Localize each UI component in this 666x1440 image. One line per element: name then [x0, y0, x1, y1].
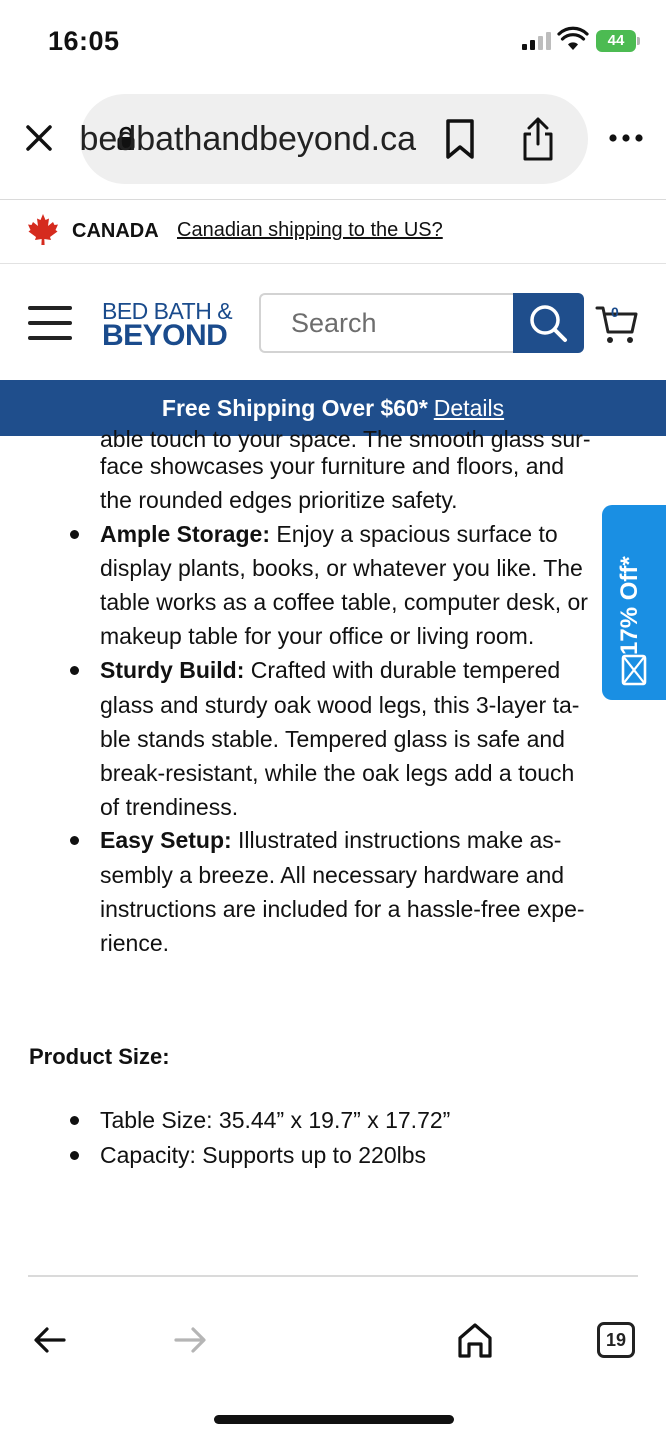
status-bar: [0, 0, 666, 84]
product-description: [0, 426, 666, 1276]
tabs-button[interactable]: 19: [597, 1322, 635, 1358]
url-text[interactable]: bedbathandbeyond.ca: [79, 120, 416, 158]
home-indicator[interactable]: [214, 1415, 454, 1424]
text-line: able touch to your space. The smooth glass sur-: [100, 426, 591, 452]
bullet-dot: [70, 836, 79, 845]
bullet-dot: [70, 1151, 79, 1160]
bullet-text: Crafted with durable tempered: [244, 657, 561, 683]
list-item: [100, 823, 561, 857]
text-line: of trendiness.: [100, 794, 239, 820]
divider: [28, 1275, 638, 1277]
text-line: sembly a breeze. All necessary hardware and: [100, 862, 565, 888]
country-label: CANADA: [72, 220, 159, 242]
text-line: display plants, books, or whatever you like. The: [100, 555, 583, 581]
bullet-title: Easy Setup:: [100, 827, 232, 853]
search-input[interactable]: [259, 293, 515, 353]
logo[interactable]: [102, 298, 232, 350]
region-strip: [0, 200, 666, 264]
bullet-text: Enjoy a spacious surface to: [269, 521, 558, 547]
text-line: instructions are included for a hassle-free expe-: [100, 896, 585, 922]
address-bar[interactable]: [80, 94, 588, 184]
list-item: [100, 517, 558, 551]
text-line: rience.: [100, 930, 170, 956]
arrow-right-icon[interactable]: [172, 1322, 208, 1358]
shipping-link[interactable]: Canadian shipping to the US?: [177, 219, 443, 241]
cart-button[interactable]: [594, 300, 640, 346]
battery-level: 44: [596, 30, 636, 52]
bullet-dot: [70, 666, 79, 675]
battery-icon: [596, 30, 640, 52]
text-line: glass and sturdy oak wood legs, this 3-layer ta-: [100, 692, 580, 718]
promo-details-link[interactable]: Details: [433, 395, 505, 421]
text-line: table works as a coffee table, computer desk, or: [100, 589, 588, 615]
close-icon[interactable]: [22, 121, 56, 155]
home-icon[interactable]: [455, 1320, 495, 1360]
gift-icon: [620, 653, 648, 687]
text-line: break-resistant, while the oak legs add a touch: [100, 760, 575, 786]
discount-tab[interactable]: [602, 505, 666, 700]
bullet-title: Ample Storage:: [100, 521, 270, 547]
discount-label: 17% Off*: [616, 556, 643, 655]
spec-item: Capacity: Supports up to 220lbs: [100, 1142, 427, 1168]
bullet-dot: [70, 530, 79, 539]
text-line: makeup table for your office or living room.: [100, 623, 535, 649]
list-item: [100, 653, 560, 687]
bullet-text: Illustrated instructions make as-: [231, 827, 562, 853]
browser-toolbar: [0, 84, 666, 200]
search-button[interactable]: [513, 293, 584, 353]
menu-icon[interactable]: [28, 306, 72, 340]
logo-bottom: BEYOND: [102, 319, 228, 352]
section-title: Product Size:: [29, 1044, 170, 1069]
bullet-title: Sturdy Build:: [100, 657, 245, 683]
site-header: [0, 264, 666, 380]
spec-item: Table Size: 35.44” x 19.7” x 17.72”: [100, 1107, 451, 1133]
bookmark-icon[interactable]: [443, 118, 477, 160]
text-line: the rounded edges prioritize safety.: [100, 487, 458, 513]
cellular-signal-icon: [522, 32, 552, 50]
maple-leaf-icon: [26, 212, 60, 246]
share-icon[interactable]: [520, 116, 556, 162]
logo-top: BED BATH &: [102, 298, 233, 324]
arrow-left-icon[interactable]: [32, 1322, 68, 1358]
wifi-icon: [558, 28, 588, 52]
status-time: 16:05: [48, 26, 120, 56]
text-line: face showcases your furniture and floors, and: [100, 453, 565, 479]
cart-count: 0: [611, 304, 619, 320]
promo-text: Free Shipping Over $60*: [161, 395, 428, 421]
text-line: ble stands stable. Tempered glass is safe and: [100, 726, 565, 752]
bullet-dot: [70, 1116, 79, 1125]
search-icon: [527, 302, 569, 344]
more-icon[interactable]: [606, 126, 646, 150]
